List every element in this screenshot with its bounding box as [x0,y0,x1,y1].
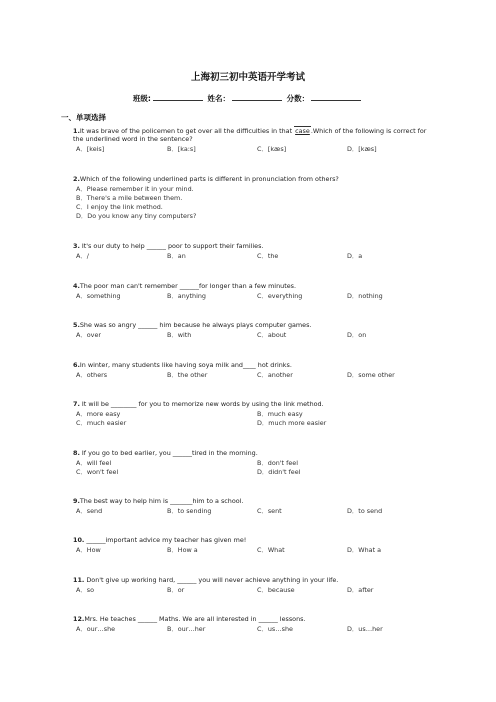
option-b[interactable]: B．the other [167,371,208,380]
options-row [73,544,433,553]
option-row [73,201,433,210]
option-b[interactable]: B．our…her [167,625,206,634]
option-c[interactable]: C．much easier [76,419,127,428]
option-b[interactable]: B．an [167,252,186,261]
options-row [73,584,433,593]
option-d[interactable]: D．a [347,252,363,261]
underlined-word: case [295,127,310,135]
option-b[interactable]: B．or [167,586,185,595]
question-4 [73,282,433,299]
class-label: 班级: [132,94,151,103]
question-8 [73,449,433,475]
option-d[interactable]: D．didn't feel [257,468,301,477]
option-c[interactable]: C．won't feel [76,468,119,477]
option-d[interactable]: D．after [347,586,374,595]
option-a[interactable]: A．/ [76,252,89,261]
question-stem: 4.The poor man can't remember ______for longer than a few minutes. [73,282,296,290]
option-c[interactable]: C．us…she [257,625,293,634]
option-a[interactable]: A．send [76,507,103,516]
option-b[interactable]: B．anything [167,292,206,301]
section-heading: 一、单项选择 [61,113,106,122]
option-row [73,192,433,201]
option-b[interactable]: B．much easy [257,410,303,419]
option-b[interactable]: B．to sending [167,507,212,516]
option-a[interactable]: A．so [76,586,95,595]
option-d[interactable]: D．to send [347,507,383,516]
option-b[interactable]: B．don't feel [257,459,298,468]
option-a[interactable]: A．How [76,546,101,555]
score-blank[interactable] [311,93,361,101]
options-row [73,505,433,514]
question-5 [73,321,433,338]
question-stem: 3. It's our duty to help ______ poor to support their families. [73,242,264,250]
option-d[interactable]: D．[kæs] [347,145,377,154]
page-title: 上海初三初中英语开学考试 [190,72,305,83]
question-3 [73,242,433,259]
options-row [73,466,433,475]
name-label: 姓名： [207,94,230,103]
option-c[interactable]: C．I enjoy the link method. [76,203,163,212]
question-7 [73,400,433,426]
question-1 [73,127,433,152]
option-a[interactable]: A．more easy [76,410,121,419]
options-row [73,417,433,426]
question-stem: 9.The best way to help him is _______him to a school. [73,497,244,505]
option-d[interactable]: D．What a [347,546,382,555]
option-c[interactable]: C．What [257,546,285,555]
options-row [73,250,433,259]
options-row [73,290,433,299]
option-a[interactable]: A．something [76,292,121,301]
option-c[interactable]: C．another [257,371,293,380]
question-stem: 8. If you go to bed earlier, you ______tired in the morning. [73,449,258,457]
question-stem: 6.In winter, many students like having soya milk and____ hot drinks. [73,361,292,369]
option-d[interactable]: D．on [347,331,367,340]
options-row [73,408,433,417]
option-a[interactable]: A．[keis] [76,145,105,154]
option-a[interactable]: A．others [76,371,108,380]
options-row [73,143,433,152]
options-row [73,623,433,632]
option-a[interactable]: A．over [76,331,102,340]
option-c[interactable]: C．the [257,252,279,261]
option-c[interactable]: C．[kæs] [257,145,287,154]
option-b[interactable]: B．with [167,331,192,340]
question-9 [73,497,433,514]
question-12 [73,615,433,632]
score-label: 分数： [286,94,310,103]
option-a[interactable]: A．Please remember it in your mind. [76,185,194,194]
option-b[interactable]: B．How a [167,546,198,555]
option-d[interactable]: D．Do you know any tiny computers? [76,212,197,221]
option-c[interactable]: C．because [257,586,295,595]
question-stem: 12.Mrs. He teaches ______ Maths. We are all interested in ______ lessons. [73,615,306,623]
option-d[interactable]: D．us…her [347,625,383,634]
question-10 [73,536,433,553]
option-a[interactable]: A．our…she [76,625,116,634]
question-11 [73,576,433,593]
options-row [73,329,433,338]
options-row [73,369,433,378]
question-stem: 2.Which of the following underlined parts is different in pronunciation from others? [73,175,339,183]
option-b[interactable]: B．There's a mile between them. [76,194,183,203]
option-c[interactable]: C．sent [257,507,282,516]
option-d[interactable]: D．nothing [347,292,383,301]
option-row [73,183,433,192]
name-blank[interactable] [232,93,282,101]
question-stem: 10. ______important advice my teacher has given me! [73,536,247,544]
question-stem: 1.It was brave of the policemen to get over all the difficulties in that case.Which of the following is correct for the underlined word in the sentence? [73,127,427,144]
option-d[interactable]: D．some other [347,371,395,380]
option-c[interactable]: C．everything [257,292,303,301]
question-stem: 11. Don't give up working hard, ______ you will never achieve anything in your life. [73,576,339,584]
options-row [73,457,433,466]
question-6 [73,361,433,378]
class-blank[interactable] [153,93,203,101]
option-d[interactable]: D．much more easier [257,419,327,428]
option-c[interactable]: C．about [257,331,287,340]
question-stem: 7. It will be ________ for you to memorize new words by using the link method. [73,400,324,408]
student-info-line [0,93,496,104]
option-b[interactable]: B．[ka:s] [167,145,196,154]
question-2 [73,175,433,219]
question-stem: 5.She was so angry ______ him because he always plays computer games. [73,321,312,329]
option-row [73,210,433,219]
option-a[interactable]: A．will feel [76,459,112,468]
